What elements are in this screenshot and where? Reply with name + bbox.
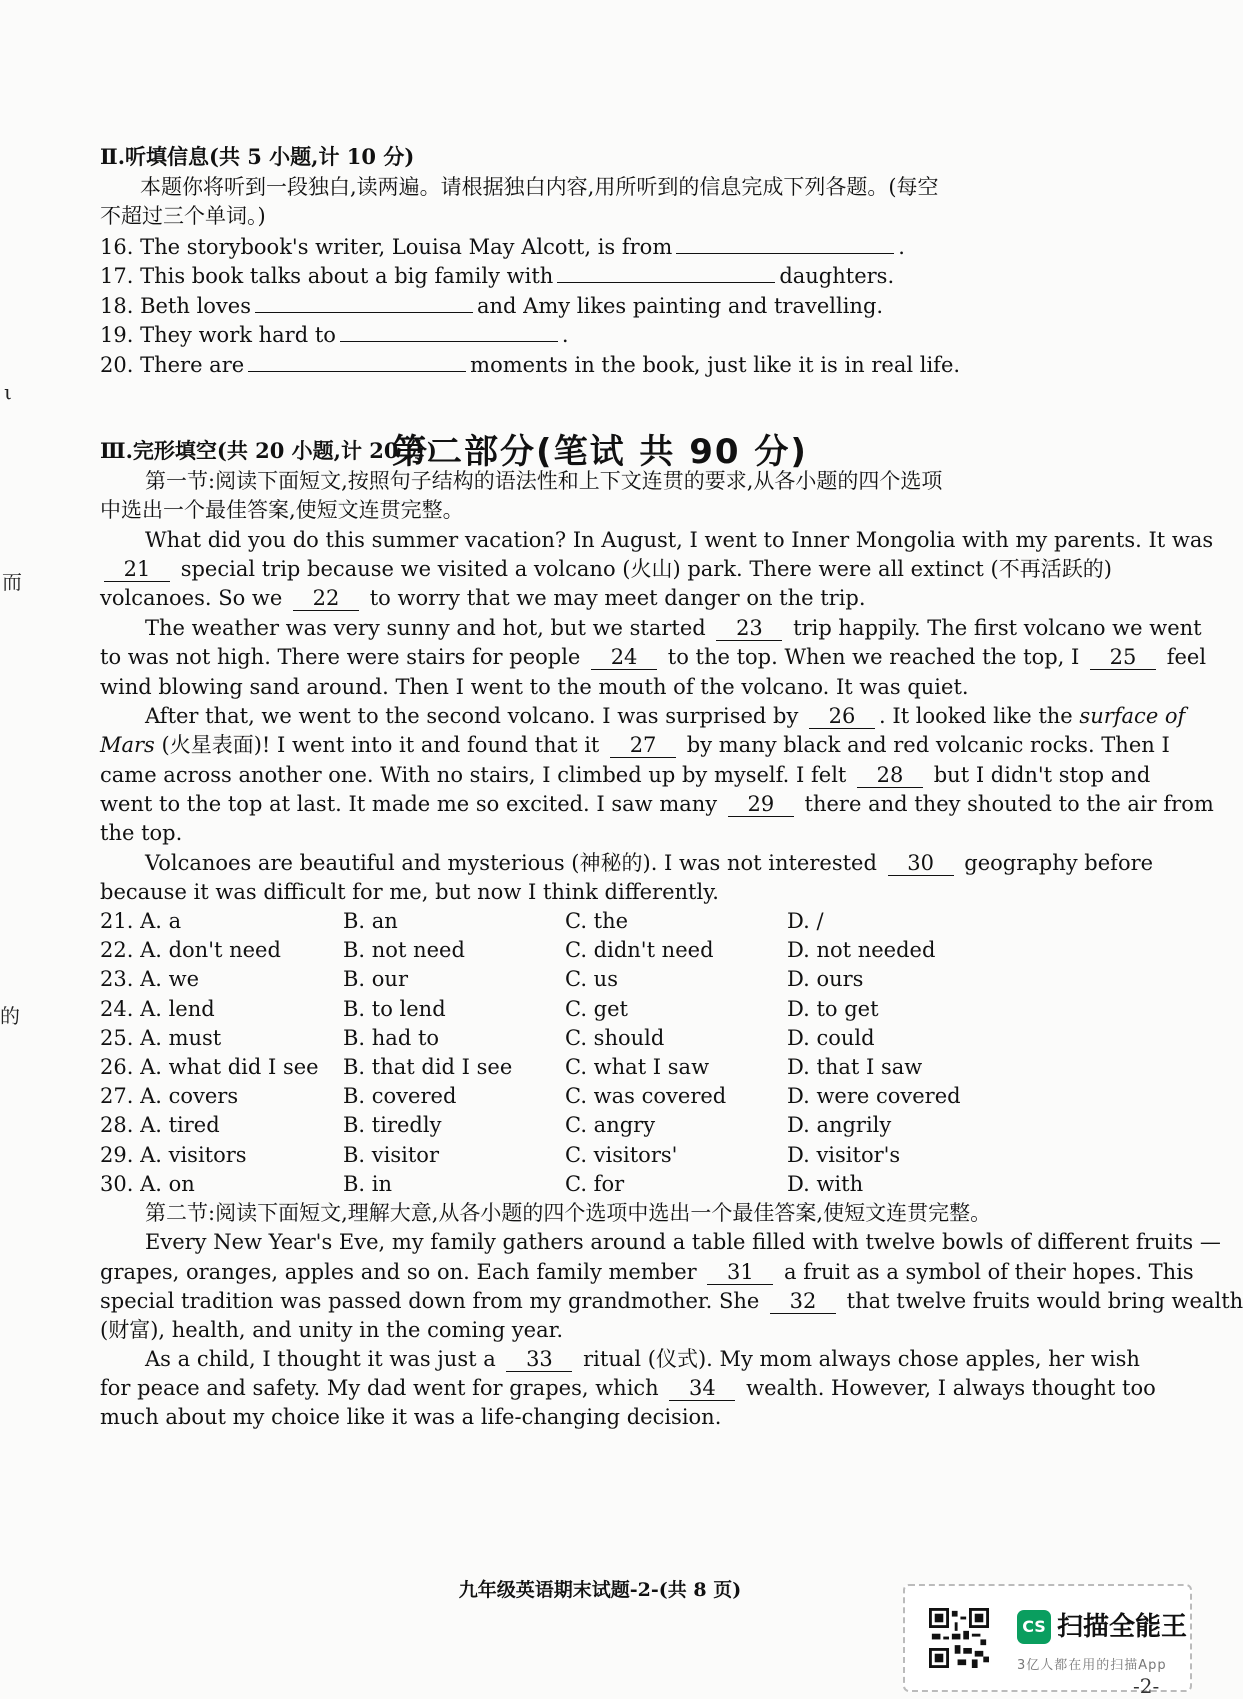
passage1-line bbox=[100, 760, 1150, 790]
passage1-line bbox=[145, 701, 1185, 731]
option-a[interactable]: 21. A. a bbox=[100, 909, 182, 933]
passage2-text: wealth. However, I always thought too bbox=[746, 1376, 1156, 1400]
page-footer: 九年级英语期末试题-2-(共 8 页) bbox=[458, 1579, 742, 1601]
passage2-line: Every New Year's Eve, my family gathers around a table filled with twelve bowls of different fruits — bbox=[145, 1230, 1221, 1254]
option-a[interactable]: 29. A. visitors bbox=[100, 1142, 247, 1167]
cloze-blank-33[interactable]: 33 bbox=[506, 1347, 572, 1372]
option-a[interactable]: 26. A. what did I see bbox=[100, 1055, 319, 1079]
option-b[interactable]: B. visitor bbox=[343, 1142, 439, 1167]
cloze-blank-27[interactable]: 27 bbox=[610, 733, 676, 758]
passage2-text: ritual (仪式). My mom always chose apples, her wish bbox=[583, 1347, 1140, 1371]
passage1-line bbox=[100, 789, 1214, 819]
passage2-line bbox=[100, 1373, 1156, 1403]
passage1-text: (火星表面)! I went into it and found that it bbox=[161, 733, 600, 757]
passage2-line bbox=[100, 1286, 1243, 1316]
option-a[interactable]: 22. A. don't need bbox=[100, 938, 281, 963]
question-19 bbox=[100, 319, 569, 350]
camscanner-logo: CS bbox=[1017, 1610, 1051, 1644]
cloze-blank-23[interactable]: 23 bbox=[716, 616, 782, 641]
passage2-text: for peace and safety. My dad went for grapes, which bbox=[100, 1376, 659, 1400]
passage2-text: grapes, oranges, apples and so on. Each family member bbox=[100, 1260, 697, 1284]
option-d[interactable]: D. angrily bbox=[787, 1113, 892, 1138]
option-d[interactable]: D. could bbox=[787, 1025, 875, 1050]
cloze-blank-30[interactable]: 30 bbox=[888, 851, 954, 876]
option-b[interactable]: B. an bbox=[343, 909, 398, 933]
passage2-line bbox=[100, 1257, 1194, 1287]
passage1-line: the top. bbox=[100, 821, 183, 845]
answer-blank-19[interactable] bbox=[340, 319, 558, 342]
option-c[interactable]: C. what I saw bbox=[565, 1055, 710, 1079]
section-3-sub2-instruction: 第二节:阅读下面短文,理解大意,从各小题的四个选项中选出一个最佳答案,使短文连贯完整。 bbox=[145, 1201, 992, 1225]
passage1-line bbox=[100, 583, 866, 613]
edge-mark: 而 bbox=[2, 570, 22, 594]
option-d[interactable]: D. / bbox=[787, 909, 824, 933]
qr-code-icon bbox=[929, 1608, 989, 1668]
option-d[interactable]: D. with bbox=[787, 1171, 864, 1196]
passage2-line bbox=[145, 1344, 1140, 1374]
passage2-text: special tradition was passed down from my grandmother. She bbox=[100, 1289, 760, 1313]
passage1-line bbox=[100, 554, 1112, 584]
cloze-blank-29[interactable]: 29 bbox=[728, 792, 794, 817]
option-c[interactable]: C. us bbox=[565, 967, 618, 992]
passage2-line: much about my choice like it was a life-changing decision. bbox=[100, 1405, 722, 1429]
option-a[interactable]: 23. A. we bbox=[100, 967, 199, 992]
part-2-title: 第二部分(笔试 共 90 分) bbox=[392, 432, 808, 472]
passage1-text: to worry that we may meet danger on the trip. bbox=[369, 586, 866, 610]
cloze-blank-22[interactable]: 22 bbox=[293, 586, 359, 611]
option-d[interactable]: D. to get bbox=[787, 996, 879, 1021]
option-d[interactable]: D. not needed bbox=[787, 938, 936, 963]
question-19-end: . bbox=[561, 323, 569, 347]
option-d[interactable]: D. that I saw bbox=[787, 1055, 923, 1079]
passage1-text: to the top. When we reached the top, I bbox=[667, 645, 1080, 669]
edge-mark: 的 bbox=[0, 1004, 20, 1028]
passage1-line bbox=[145, 848, 1153, 878]
option-c[interactable]: C. visitors' bbox=[565, 1142, 678, 1167]
answer-blank-18[interactable] bbox=[255, 290, 473, 313]
option-a[interactable]: 27. A. covers bbox=[100, 1084, 239, 1109]
passage1-line: because it was difficult for me, but now I think differently. bbox=[100, 880, 719, 904]
question-17 bbox=[100, 260, 894, 291]
question-16-text: 16. The storybook's writer, Louisa May Alcott, is from bbox=[100, 235, 673, 259]
option-b[interactable]: B. in bbox=[343, 1171, 393, 1196]
answer-blank-16[interactable] bbox=[676, 231, 894, 254]
passage1-text: went to the top at last. It made me so excited. I saw many bbox=[100, 792, 718, 816]
section-2-instruction-cont: 不超过三个单词。) bbox=[100, 204, 266, 228]
option-a[interactable]: 28. A. tired bbox=[100, 1113, 220, 1138]
option-d[interactable]: D. were covered bbox=[787, 1084, 961, 1109]
cloze-blank-32[interactable]: 32 bbox=[770, 1289, 836, 1314]
option-c[interactable]: C. didn't need bbox=[565, 938, 714, 963]
passage1-text: special trip because we visited a volcano (火山) park. There were all extinct (不再活跃的) bbox=[180, 557, 1112, 581]
passage1-text: geography before bbox=[964, 851, 1154, 875]
passage1-text: to was not high. There were stairs for people bbox=[100, 645, 581, 669]
cloze-blank-25[interactable]: 25 bbox=[1090, 645, 1156, 670]
option-a[interactable]: 24. A. lend bbox=[100, 996, 215, 1021]
answer-blank-20[interactable] bbox=[248, 349, 466, 372]
passage1-text: volcanoes. So we bbox=[100, 586, 283, 610]
question-18-end: and Amy likes painting and travelling. bbox=[477, 294, 884, 318]
section-2-instruction: 本题你将听到一段独白,读两遍。请根据独白内容,用所听到的信息完成下列各题。(每空 bbox=[140, 175, 939, 199]
edge-mark: ι bbox=[4, 380, 12, 404]
option-a[interactable]: 25. A. must bbox=[100, 1025, 222, 1050]
section-3-sub1-instruction: 第一节:阅读下面短文,按照句子结构的语法性和上下文连贯的要求,从各小题的四个选项 bbox=[145, 469, 943, 493]
passage1-line bbox=[100, 642, 1206, 672]
passage1-text: feel bbox=[1166, 645, 1207, 669]
option-d[interactable]: D. visitor's bbox=[787, 1142, 901, 1167]
answer-blank-17[interactable] bbox=[557, 260, 775, 283]
question-17-end: daughters. bbox=[779, 264, 895, 288]
passage2-text: a fruit as a symbol of their hopes. This bbox=[784, 1260, 1194, 1284]
option-b[interactable]: B. our bbox=[343, 967, 408, 992]
option-b[interactable]: B. had to bbox=[343, 1025, 440, 1050]
passage1-italic-text: Mars bbox=[100, 733, 155, 757]
question-18-text: 18. Beth loves bbox=[100, 294, 251, 318]
cloze-blank-21[interactable]: 21 bbox=[104, 557, 170, 582]
passage1-text: by many black and red volcanic rocks. Then I bbox=[686, 733, 1170, 757]
option-c[interactable]: C. was covered bbox=[565, 1084, 727, 1109]
passage1-line bbox=[100, 730, 1170, 760]
passage1-line: wind blowing sand around. Then I went to the mouth of the volcano. It was quiet. bbox=[100, 675, 969, 699]
passage1-text: but I didn't stop and bbox=[933, 763, 1151, 787]
scanner-app-tagline: 3亿人都在用的扫描App bbox=[1017, 1658, 1167, 1673]
option-d[interactable]: D. ours bbox=[787, 967, 864, 992]
passage1-line bbox=[145, 613, 1202, 643]
passage1-text: The weather was very sunny and hot, but we started bbox=[145, 616, 706, 640]
section-3-heading: Ⅲ.完形填空(共 20 小题,计 20 分) bbox=[100, 438, 437, 463]
section-2-heading: Ⅱ.听填信息(共 5 小题,计 10 分) bbox=[100, 144, 415, 169]
question-16 bbox=[100, 231, 905, 262]
scanner-app-name: 扫描全能王 bbox=[1057, 1612, 1188, 1642]
cloze-blank-28[interactable]: 28 bbox=[857, 763, 923, 788]
option-c[interactable]: C. should bbox=[565, 1025, 665, 1050]
option-c[interactable]: C. for bbox=[565, 1171, 625, 1196]
cloze-blank-34[interactable]: 34 bbox=[669, 1376, 735, 1401]
question-19-text: 19. They work hard to bbox=[100, 323, 336, 347]
passage2-text: that twelve fruits would bring wealth bbox=[846, 1289, 1243, 1313]
page-number-mark: -2- bbox=[1133, 1674, 1160, 1698]
question-20-text: 20. There are bbox=[100, 353, 245, 377]
passage1-line: What did you do this summer vacation? In August, I went to Inner Mongolia with my parents. It was bbox=[145, 528, 1214, 552]
option-c[interactable]: C. angry bbox=[565, 1113, 656, 1138]
section-3-sub1-instruction-cont: 中选出一个最佳答案,使短文连贯完整。 bbox=[100, 498, 464, 522]
passage1-text: After that, we went to the second volcano. I was surprised by bbox=[145, 704, 799, 728]
option-b[interactable]: B. covered bbox=[343, 1084, 457, 1109]
question-20 bbox=[100, 349, 960, 380]
option-b[interactable]: B. that did I see bbox=[343, 1055, 513, 1079]
passage1-italic-text: surface of bbox=[1079, 704, 1186, 728]
option-a[interactable]: 30. A. on bbox=[100, 1171, 195, 1196]
passage2-text: As a child, I thought it was just a bbox=[145, 1347, 496, 1371]
passage1-text: came across another one. With no stairs, I climbed up by myself. I felt bbox=[100, 763, 847, 787]
question-18 bbox=[100, 290, 883, 321]
question-17-text: 17. This book talks about a big family with bbox=[100, 264, 554, 288]
question-16-end: . bbox=[898, 235, 905, 259]
cloze-blank-24[interactable]: 24 bbox=[591, 645, 657, 670]
passage2-line: (财富), health, and unity in the coming year. bbox=[100, 1318, 564, 1342]
option-b[interactable]: B. not need bbox=[343, 938, 465, 963]
option-c[interactable]: C. the bbox=[565, 909, 629, 933]
option-c[interactable]: C. get bbox=[565, 996, 628, 1021]
cloze-blank-31[interactable]: 31 bbox=[707, 1260, 773, 1285]
option-b[interactable]: B. to lend bbox=[343, 996, 446, 1021]
option-b[interactable]: B. tiredly bbox=[343, 1113, 442, 1138]
passage1-text: trip happily. The first volcano we went bbox=[793, 616, 1202, 640]
passage1-text: Volcanoes are beautiful and mysterious (神秘的). I was not interested bbox=[145, 851, 877, 875]
question-20-end: moments in the book, just like it is in real life. bbox=[470, 353, 961, 377]
passage1-text: there and they shouted to the air from bbox=[804, 792, 1214, 816]
cloze-blank-26[interactable]: 26 bbox=[809, 704, 875, 729]
passage1-text: . It looked like the bbox=[879, 704, 1073, 728]
